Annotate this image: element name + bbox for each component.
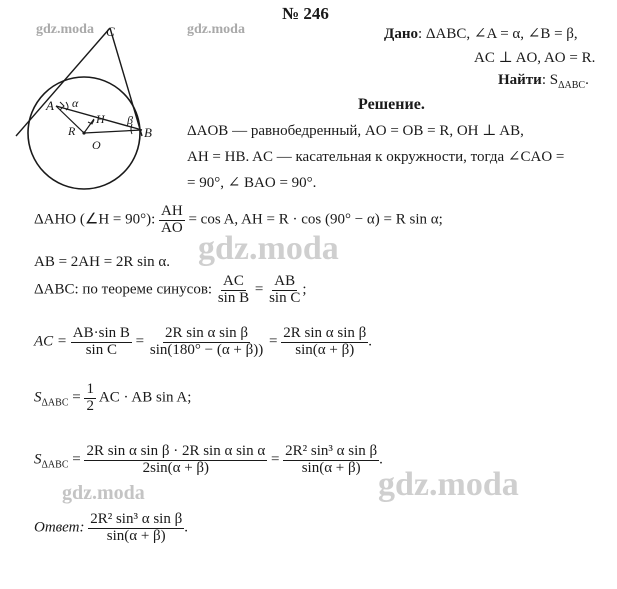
line-9-post: . <box>379 451 383 468</box>
label-h: H <box>96 112 105 126</box>
fraction-num: 2R sin α sin β · 2R sin α sin α <box>86 443 266 459</box>
line-8 <box>34 382 191 415</box>
equals: = <box>72 451 81 468</box>
area-sub: ΔABC <box>41 397 69 409</box>
line-4 <box>34 204 443 237</box>
label-b: B <box>144 125 152 140</box>
point-o <box>82 131 85 134</box>
find-line <box>498 72 589 91</box>
watermark-bottom-right: gdz.moda <box>378 466 519 503</box>
segment-oh <box>84 119 94 133</box>
line-7-post: . <box>368 333 372 350</box>
fraction-half <box>84 382 96 415</box>
find-text: : S <box>541 72 559 88</box>
given-label: Дано <box>384 26 418 42</box>
watermark-mid: gdz.moda <box>198 230 339 267</box>
fraction-2 <box>148 326 265 359</box>
line-4-post: = cos A, AH = R · cos (90° − α) = R sin α; <box>188 211 443 228</box>
find-label: Найти <box>498 72 542 88</box>
given-line-2: AC ⊥ AO, AO = R. <box>474 50 596 66</box>
find-dot: . <box>585 72 589 88</box>
line-7 <box>34 326 372 359</box>
label-beta: β <box>127 113 133 127</box>
fraction-ah-ao <box>159 204 185 237</box>
fraction-num: 2R² sin³ α sin β <box>285 443 378 459</box>
solution-header: Решение. <box>358 96 425 113</box>
fraction-den: 2sin(α + β) <box>142 459 210 476</box>
fraction-den: sin(α + β) <box>295 341 355 358</box>
fraction-den: 2 <box>86 397 94 414</box>
label-c: C <box>106 24 115 39</box>
fraction-den: sin B <box>217 289 250 306</box>
fraction-3 <box>281 326 368 359</box>
equals: = <box>269 333 278 350</box>
line-3: = 90°, ∠ BAO = 90°. <box>187 175 317 191</box>
line-cb <box>110 28 142 136</box>
line-1: ΔAOB — равнобедренный, AO = OB = R, OH ⊥ AB, <box>187 123 524 139</box>
fraction-den: AO <box>161 219 183 236</box>
area-sub: ΔABC <box>41 459 69 471</box>
fraction-num: 1 <box>86 381 94 397</box>
fraction-num: 2R sin α sin β <box>283 325 367 341</box>
fraction-2 <box>283 444 379 477</box>
fraction-den: sin C <box>269 289 301 306</box>
label-r: R <box>68 124 76 138</box>
fraction-num: 2R² sin³ α sin β <box>90 511 183 527</box>
answer-label: Ответ: <box>34 519 85 536</box>
line-7-lhs: AC = <box>34 333 68 350</box>
equals: = <box>72 389 81 406</box>
fraction-ac-sinb <box>216 274 251 307</box>
fraction-den: sin C <box>85 341 117 358</box>
line-4-pre: ΔAHO (∠H = 90°): <box>34 211 156 228</box>
line-6-post: ; <box>302 281 307 298</box>
geometry-figure <box>14 18 184 193</box>
fraction-num: AB·sin B <box>72 325 130 341</box>
answer-line <box>34 512 188 545</box>
segment-ob <box>84 130 142 133</box>
find-sub: ΔABC <box>558 80 586 91</box>
fraction-num: AH <box>161 203 183 219</box>
fraction-1 <box>71 326 132 359</box>
line-2: AH = HB. AC — касательная к окружности, тогда ∠CAO = <box>187 149 565 165</box>
given-line-1 <box>384 24 578 43</box>
equals: = <box>254 281 264 298</box>
line-8-post: AC · AB sin A; <box>98 389 192 406</box>
watermark-bottom-left: gdz.moda <box>62 482 145 504</box>
area-s: S <box>34 389 42 406</box>
label-o: O <box>92 138 101 152</box>
label-a: A <box>46 98 54 113</box>
area-s: S <box>34 451 42 468</box>
answer-post: . <box>184 519 188 536</box>
fraction-ab-sinc <box>267 274 302 307</box>
line-6 <box>34 274 307 307</box>
fraction-num: 2R sin α sin β <box>165 325 249 341</box>
given-text-1: : ΔABC, ∠A = α, ∠B = β, <box>417 26 578 42</box>
equals: = <box>270 451 280 468</box>
line-6-pre: ΔABC: по теореме синусов: <box>34 281 213 298</box>
line-9 <box>34 444 383 477</box>
fraction-num: AB <box>274 273 296 289</box>
fraction-num: AC <box>223 273 244 289</box>
answer-fraction <box>88 512 184 545</box>
fraction-den: sin(α + β) <box>106 527 166 544</box>
fraction-den: sin(α + β) <box>301 459 361 476</box>
line-5: AB = 2AH = 2R sin α. <box>34 254 171 270</box>
fraction-1 <box>84 444 267 477</box>
problem-number: № 246 <box>282 4 329 23</box>
watermark-top-left: gdz.moda <box>36 22 94 37</box>
watermark-top-mid: gdz.moda <box>187 22 245 37</box>
equals: = <box>135 333 145 350</box>
fraction-den: sin(180° − (α + β)) <box>149 341 264 358</box>
right-angle-a <box>60 102 64 110</box>
label-alpha: α <box>72 96 79 110</box>
